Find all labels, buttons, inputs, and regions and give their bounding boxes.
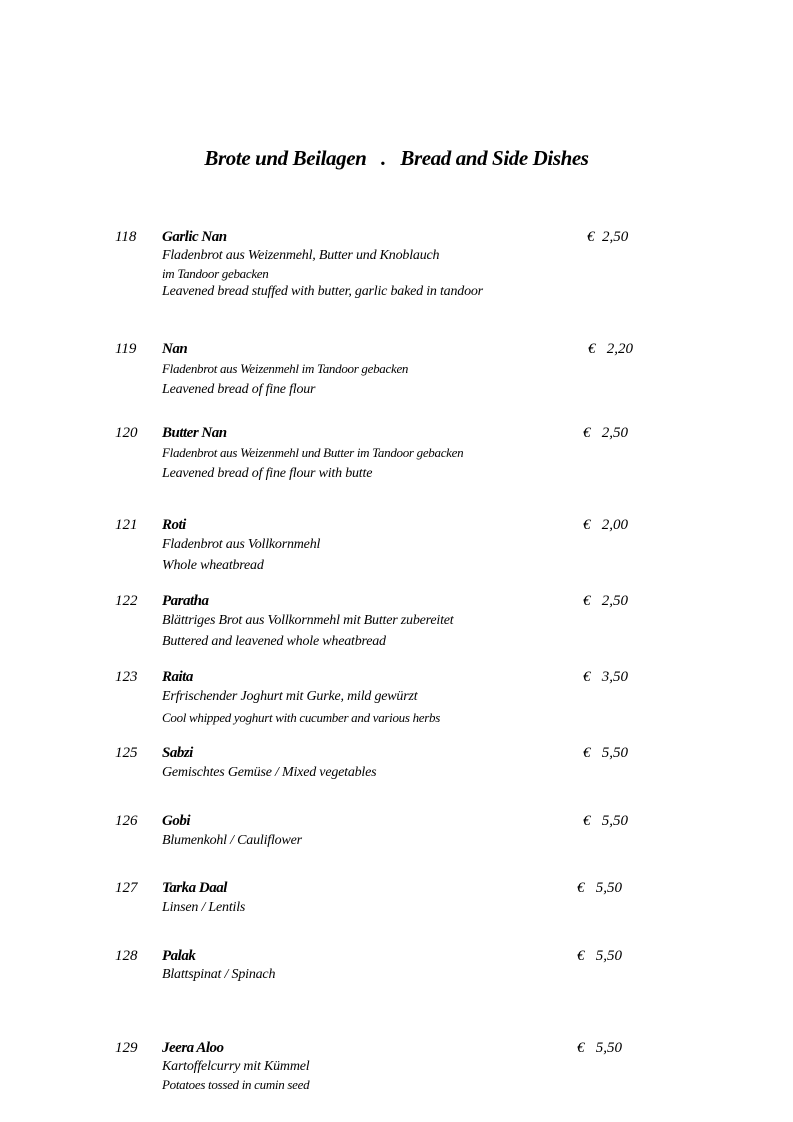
item-name: Paratha	[162, 593, 209, 609]
item-name: Jeera Aloo	[162, 1040, 224, 1056]
item-description: Leavened bread of fine flour	[162, 382, 316, 397]
item-number: 123	[115, 669, 138, 685]
item-price: € 2,50	[583, 593, 628, 609]
item-description: Fladenbrot aus Weizenmehl und Butter im Tandoor gebacken	[162, 445, 464, 460]
item-description: Cool whipped yoghurt with cucumber and various herbs	[162, 710, 440, 725]
item-number: 118	[115, 229, 137, 245]
item-price: € 2,50	[587, 229, 629, 245]
item-description: Whole wheatbread	[162, 558, 264, 573]
item-price: € 5,50	[577, 880, 622, 896]
item-description: Fladenbrot aus Vollkornmehl	[162, 537, 321, 552]
item-price: € 5,50	[577, 948, 622, 964]
item-description: Kartoffelcurry mit Kümmel	[162, 1059, 310, 1074]
item-name: Tarka Daal	[162, 880, 227, 896]
item-name: Nan	[162, 341, 188, 357]
item-description: Fladenbrot aus Weizenmehl, Butter und Knoblauch	[162, 248, 440, 263]
item-number: 120	[115, 425, 138, 441]
item-name: Gobi	[162, 813, 190, 829]
item-name: Sabzi	[162, 745, 193, 761]
item-price: € 5,50	[583, 813, 628, 829]
item-description: Blumenkohl / Cauliflower	[162, 833, 302, 848]
item-description: Blättriges Brot aus Vollkornmehl mit Butter zubereitet	[162, 613, 454, 628]
item-name: Roti	[162, 517, 186, 533]
item-price: € 2,20	[588, 341, 633, 357]
item-description: Erfrischender Joghurt mit Gurke, mild gewürzt	[162, 689, 418, 704]
item-description: Leavened bread stuffed with butter, garlic baked in tandoor	[162, 284, 483, 299]
item-name: Palak	[162, 948, 196, 964]
item-number: 121	[115, 517, 138, 533]
item-number: 127	[115, 880, 138, 896]
item-name: Butter Nan	[162, 425, 227, 441]
item-number: 119	[115, 341, 137, 357]
item-number: 125	[115, 745, 138, 761]
item-price: € 3,50	[583, 669, 628, 685]
item-description: Leavened bread of fine flour with butte	[162, 466, 373, 481]
item-price: € 5,50	[577, 1040, 622, 1056]
item-description: im Tandoor gebacken	[162, 266, 269, 281]
item-description: Buttered and leavened whole wheatbread	[162, 634, 386, 649]
item-description: Blattspinat / Spinach	[162, 967, 276, 982]
item-price: € 2,50	[583, 425, 628, 441]
page-title: Brote und Beilagen . Bread and Side Dishes	[204, 146, 589, 170]
item-description: Fladenbrot aus Weizenmehl im Tandoor gebacken	[162, 361, 409, 376]
item-number: 128	[115, 948, 138, 964]
item-name: Raita	[162, 669, 193, 685]
item-description: Gemischtes Gemüse / Mixed vegetables	[162, 765, 377, 780]
item-description: Potatoes tossed in cumin seed	[162, 1077, 310, 1092]
item-number: 129	[115, 1040, 138, 1056]
item-price: € 5,50	[583, 745, 628, 761]
item-number: 126	[115, 813, 138, 829]
item-number: 122	[115, 593, 138, 609]
item-price: € 2,00	[583, 517, 628, 533]
item-name: Garlic Nan	[162, 229, 227, 245]
item-description: Linsen / Lentils	[162, 900, 246, 915]
